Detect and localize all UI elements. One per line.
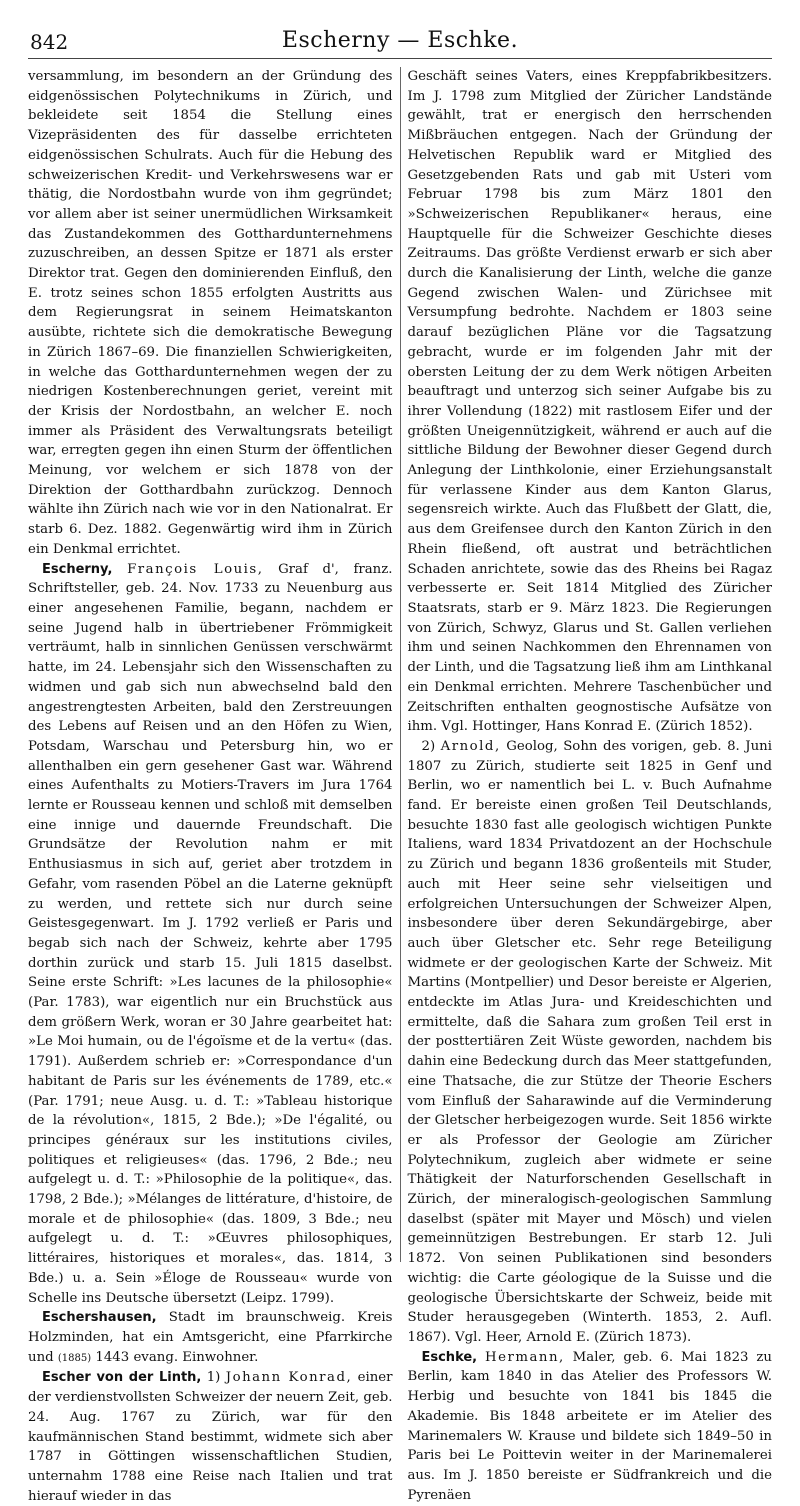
continuation-paragraph: Geschäft seines Vaters, eines Kreppfabrikbesitzers. Im J. 1798 zum Mitglied der Züricher Landstände gewählt, trat er energisch den herrschenden Mißbräuchen entgegen. Nach der Gründung der Helvetischen Republik ward er Mitglied des Gesetzgebenden Rats und gab mit Usteri vom Februar 1798 bis zum März 1801 den »Schweizerischen Republikaner« heraus, eine Hauptquelle für die Schweizer Geschichte dieses Zeitraums. Das größte Verdienst erwarb er sich aber durch die Kanalisierung der Linth, welche die ganze Gegend zwischen Walen- und Zürichsee mit Versumpfung bedrohte. Nachdem er 1803 seine darauf bezüglichen Pläne vor die Tagsatzung gebracht, wurde er im folgenden Jahr mit der obersten Leitung der zu dem Werk nötigen Arbeiten beauftragt und unterzog sich seiner Aufgabe bis zu ihrer Vollendung (1822) mit rastlosem Eifer und der größten Uneigennützigkeit, während er auch auf die sittliche Bildung der Bewohner dieser Gegend durch Anlegung der Linthkolonie, einer Erziehungsanstalt für verlassene Kinder aus dem Kanton Glarus, segensreich wirkte. Auch das Flußbett der Glatt, die, aus dem Greifensee durch den Kanton Zürich in den Rhein fließend, oft austrat und beträchtlichen Schaden anrichtete, sowie das des Rheins bei Ragaz verbesserte er. Seit 1814 Mitglied des Züricher Staatsrats, starb er 9. März 1823. Die Regierungen von Zürich, Schwyz, Glarus und St. Gallen verliehen ihm und seinen Nachkommen den Ehrennamen von der Linth, und die Tagsatzung ließ ihm am Linthkanal ein Denkmal errichten. Mehrere Taschenbücher und Zeitschriften enthalten geognostische Aufsätze von ihm. Vgl. Hottinger, Hans Konrad E. (Zürich 1852). [407,69,772,735]
page-number: 842 [30,30,69,54]
entry-text: Graf d', franz. Schriftsteller, geb. 24. Nov. 1733 zu Neuenburg aus einer angesehenen Familie, begann, nachdem er seine Jugend halb in übertriebener Frömmigkeit verträumt, halb in sinnlichen Genüssen verschwärmt hatte, im 24. Lebensjahr sich den Wissenschaften zu widmen und gab sich nun abwechselnd bald den angestrengtesten Arbeiten, bald den Zerstreuungen des Lebens auf Reisen und an den Höfen zu Wien, Potsdam, Warschau und Petersburg hin, wo er allenthalben ein gern gesehener Gast war. Während eines Aufenthalts zu Motiers-Travers im Jura 1764 lernte er Rousseau kennen und schloß mit demselben eine innige und dauernde Freundschaft. Die Grundsätze der Revolution nahm er mit Enthusiasmus in sich auf, geriet aber trotzdem in Gefahr, vom rasenden Pöbel an die Laterne geknüpft zu werden, und rettete sich nur durch seine Geistesgegenwart. Im J. 1792 verließ er Paris und begab sich nach der Schweiz, kehrte aber 1795 dorthin zurück und starb 15. Juli 1815 daselbst. Seine erste Schrift: »Les lacunes de la philosophie« (Par. 1783), war eigentlich nur ein Bruchstück aus dem größern Werk, woran er 30 Jahre gearbeitet hat: »Le Moi humain, ou de l'égoïsme et de la vertu« (das. 1791). Außerdem schrieb er: »Correspondance d'un habitant de Paris sur les événements de 1789, etc.« (Par. 1791; neue Ausg. u. d. T.: »Tableau historique de la révolution«, 1815, 2 Bde.); »De l'égalité, ou principes généraux sur les institutions civiles, politiques et religieuses« (das. 1796, 2 Bde.; neu aufgelegt u. d. T.: »Philosophie de la politique«, das. 1798, 2 Bde.); »Mélanges de littérature, d'histoire, de morale et de philosophie« (das. 1809, 3 Bde.; neu aufgelegt u. d. T.: »Œuvres philosophiques, littéraires, historiques et morales«, das. 1814, 3 Bde.) u. a. Sein »Éloge de Rousseau« wurde von Schelle ins Deutsche übersetzt (Leipz. 1799). [28,561,393,1306]
entry-text: Geolog, Sohn des vorigen, geb. 8. Juni 1807 zu Zürich, studierte seit 1825 in Genf und Berlin, wo er namentlich bei L. v. Buch Aufnahme fand. Er bereiste einen großen Teil Deutschlands, besuchte 1830 fast alle geologisch wichtigen Punkte Italiens, ward 1834 Privatdozent an der Hochschule zu Zürich und begann 1836 großenteils mit Studer, auch mit Heer seine sehr vielseitigen und erfolgreichen Untersuchungen der Schweizer Alpen, insbesondere über deren Sekundärgebirge, aber auch über Gletscher etc. Sehr rege Beteiligung widmete er der geologischen Karte der Schweiz. Mit Martins (Montpellier) und Desor bereiste er Algerien, entdeckte im Atlas Jura- und Kreideschichten und ermittelte, daß die Sahara zum großen Teil erst in der posttertiären Zeit Wüste geworden, nachdem bis dahin eine Bedeckung durch das Meer stattgefunden, eine Thatsache, die zur Stütze der Theorie Eschers vom Einfluß der Saharawinde auf die Verminderung der Gletscher herbeigezogen wurde. Seit 1856 wirkte er als Professor der Geologie am Züricher Polytechnikum, zugleich aber widmete er seine Thätigkeit der Naturforschenden Gesellschaft in Zürich, der mineralogisch-geologischen Sammlung daselbst (später mit Mayer und Mösch) und vielen gemeinnützigen Bestrebungen. Er starb 12. Juli 1872. Von seinen Publikationen sind besonders wichtig: die Carte géologique de la Suisse und die geologische Übersichtskarte der Schweiz, beide mit Studer herausgegeben (Winterth. 1853, 2. Aufl. 1867). Vgl. Heer, Arnold E. (Zürich 1873). [407,738,772,1345]
entry-eschershausen [28,1308,393,1368]
sub-entry-number: 2) [421,738,436,754]
entry-escher-von-der-linth [28,1368,393,1506]
entry-first-name: Arnold, [440,738,501,754]
entry-escherny [28,560,393,1309]
column-divider [400,67,401,1262]
right-column [407,67,772,1503]
entry-first-name: Johann Konrad, [225,1370,353,1386]
entry-text: Maler, geb. 6. Mai 1823 zu Berlin, kam 1840 in das Atelier des Professors W. Herbig und besuchte von 1841 bis 1845 die Akademie. Bis 1848 arbeitete er im Atelier des Marinemalers W. Krause und bildete sich 1849–50 in Paris bei Le Poittevin weiter in der Marinemalerei aus. Im J. 1850 bereiste er Südfrankreich und die Pyrenäen [407,1349,772,1503]
entry-arnold-escher [407,737,772,1348]
page-title: Escherny — Eschke. [281,28,519,53]
continuation-paragraph: versammlung, im besondern an der Gründung des eidgenössischen Polytechnikums in Zürich, und bekleidete seit 1854 die Stellung eines Vizepräsidenten des für dasselbe errichteten eidgenössischen Schulrats. Auch für die Hebung des schweizerischen Kredit- und Verkehrswesens war er thätig, die Nordostbahn wurde von ihm gegründet; vor allem aber ist seiner unermüdlichen Wirksamkeit das Zustandekommen des Gotthardunternehmens zuzuschreiben, an dessen Spitze er 1871 als erster Direktor trat. Gegen den dominierenden Einfluß, den E. trotz seines schon 1855 erfolgten Austritts aus dem Regierungsrat in seinem Heimatskanton ausübte, richtete sich die demokratische Bewegung in Zürich 1867–69. Die finanziellen Schwierigkeiten, in welche das Gotthardunternehmen wegen der zu niedrigen Kostenberechnungen geriet, vereint mit der Krisis der Nordostbahn, an welcher E. noch immer als Präsident des Verwaltungsrats beteiligt war, erregten gegen ihn einen Sturm der öffentlichen Meinung, vor welchem er sich 1878 von der Direktion der Gotthardbahn zurückzog. Dennoch wählte ihn Zürich nach wie vor in den Nationalrat. Er starb 6. Dez. 1882. Gegenwärtig wird ihm in Zürich ein Denkmal errichtet. [28,69,393,557]
entry-text: einer der verdienstvollsten Schweizer der neuern Zeit, geb. 24. Aug. 1767 zu Zürich, war für den kaufmännischen Stand bestimmt, widmete sich aber 1787 in Göttingen wissenschaftlichen Studien, unternahm 1788 eine Reise nach Italien und trat hierauf wieder in das [28,1370,393,1504]
entry-first-name: Hermann, [485,1349,565,1365]
headword: Escher von der Linth, [42,1370,202,1386]
entry-eschke [407,1348,772,1506]
text-columns [28,67,772,1504]
headword: Escherny, [42,561,113,577]
left-column [28,67,393,1504]
headword: Eschershausen, [42,1310,157,1326]
entry-text-end: 1443 evang. Einwohner. [95,1349,259,1365]
headword: Eschke, [421,1349,478,1365]
entry-text: Stadt im braunschweig. Kreis Holzminden, hat ein Amtsgericht, eine Pfarrkirche und [28,1310,393,1365]
running-head [28,30,772,59]
entry-first-name: François Louis, [127,561,264,577]
sub-entry-number: 1) [206,1370,221,1386]
census-year: (1885) [57,1352,92,1364]
